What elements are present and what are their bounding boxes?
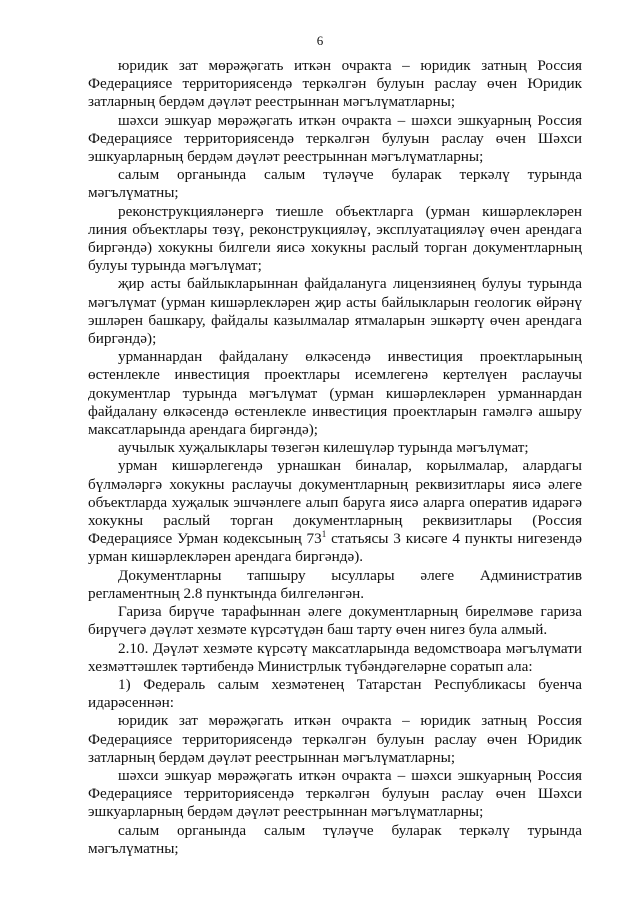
paragraph-legal-entity-registry-2: юридик зат мөрәҗәгать иткән очракта – юридик затның Россия Федерациясе территориясендә теркәлгән булуын раслау өчен Юридик затларның бердәм дәүләт реестрыннан мәгълүматларны; (88, 712, 582, 766)
paragraph-hunting-agreements: аучылык хуҗалыклары төзегән килешүләр турында мәгълүмат; (118, 439, 529, 457)
paragraph-entrepreneur-registry: шәхси эшкуар мөрәҗәгать иткән очракта – шәхси эшкуарның Россия Федерациясе территориясендә теркәлгән булуын раслау өчен Шәхси эшкуарларның бердәм дәүләт реестрыннан мәгълүматларны; (88, 111, 582, 166)
paragraph-section-2-10: 2.10. Дәүләт хезмәте күрсәтү максатларында ведомствоара мәгълүмати хезмәттәшлек тәртибендә Министрлык түбәндәгеләрне соратып ала: (88, 639, 582, 675)
paragraph-tax-registration-2: салым органында салым түләүче буларак теркәлү турында мәгълүматны; (88, 821, 582, 857)
paragraph-buildings-rights (88, 457, 582, 566)
paragraph-subsoil-license: җир асты байлыкларыннан файдалануга лицензиянең булуы турында мәгълүмат (урман кишәрлекләрен җир асты байлыкларын геологик өйрәнү эшләрен башкару, файдалы казылмалар ятмаларын эшкәртү өчен арендага биргәндә); (88, 275, 582, 348)
paragraph-investment-projects: урманнардан файдалану өлкәсендә инвестиция проектларының өстенлекле инвестиция проектлары исемлегенә кертелүен раслаучы документлар турында мәгълүмат (урман кишәрлекләрен урманнардан файдалану өлкәсендә өстенлекле инвестиция проектларын гамәлгә ашыру максатларында арендага биргәндә); (88, 348, 582, 439)
paragraph-submission-methods: Документларны тапшыру ысуллары әлеге Административ регламентның 2.8 пунктында билгеләнгән. (88, 566, 582, 602)
buildings-rights-text: урман кишәрлегендә урнашкан биналар, корылмалар, алардагы бүлмәләргә хокукны раслаучы документларның реквизитлары яисә әлеге объектларда хуҗалык эшчәнлеге алып баруга яисә аларга оператив идарәгә хокукны раслый торган документларның реквизитлары (Россия Федерациясе Урман кодексының 73 (88, 457, 582, 548)
paragraph-federal-tax-service: 1) Федераль салым хезмәтенең Татарстан Республикасы буенча идарәсеннән: (88, 675, 582, 712)
document-body (88, 57, 582, 858)
paragraph-entrepreneur-registry-2: шәхси эшкуар мөрәҗәгать иткән очракта – шәхси эшкуарның Россия Федерациясе территориясендә теркәлгән булуын раслау өчен Шәхси эшкуарларның бердәм дәүләт реестрыннан мәгълүматларны; (88, 766, 582, 821)
paragraph-tax-registration: салым органында салым түләүче буларак теркәлү турында мәгълүматны; (88, 166, 582, 202)
paragraph-legal-entity-registry: юридик зат мөрәҗәгать иткән очракта – юридик затның Россия Федерациясе территориясендә теркәлгән булуын раслау өчен Юридик затларның бердәм дәүләт реестрыннан мәгълүматларны; (88, 57, 582, 111)
page-number: 6 (316, 33, 324, 48)
footnote-superscript: 1 (321, 529, 327, 540)
paragraph-non-submission: Гариза бирүче тарафыннан әлеге документларның бирелмәве гариза бирүчегә дәүләт хезмәте күрсәтүдән баш тарту өчен нигез була алмый. (88, 603, 582, 639)
paragraph-reconstruction-objects: реконструкцияләнергә тиешле объектларга (урман кишәрлекләрен линия объектлары төзү, реконструкцияләү, эксплуатацияләү өчен арендага биргәндә) хокукны билгели яисә хокукны раслый торган документларның булуы турында мәгълүмат; (88, 202, 582, 275)
buildings-rights-continuation: статьясы 3 кисәге 4 пункты нигезендә урман кишәрлекләрен арендага биргәндә). (88, 530, 582, 566)
